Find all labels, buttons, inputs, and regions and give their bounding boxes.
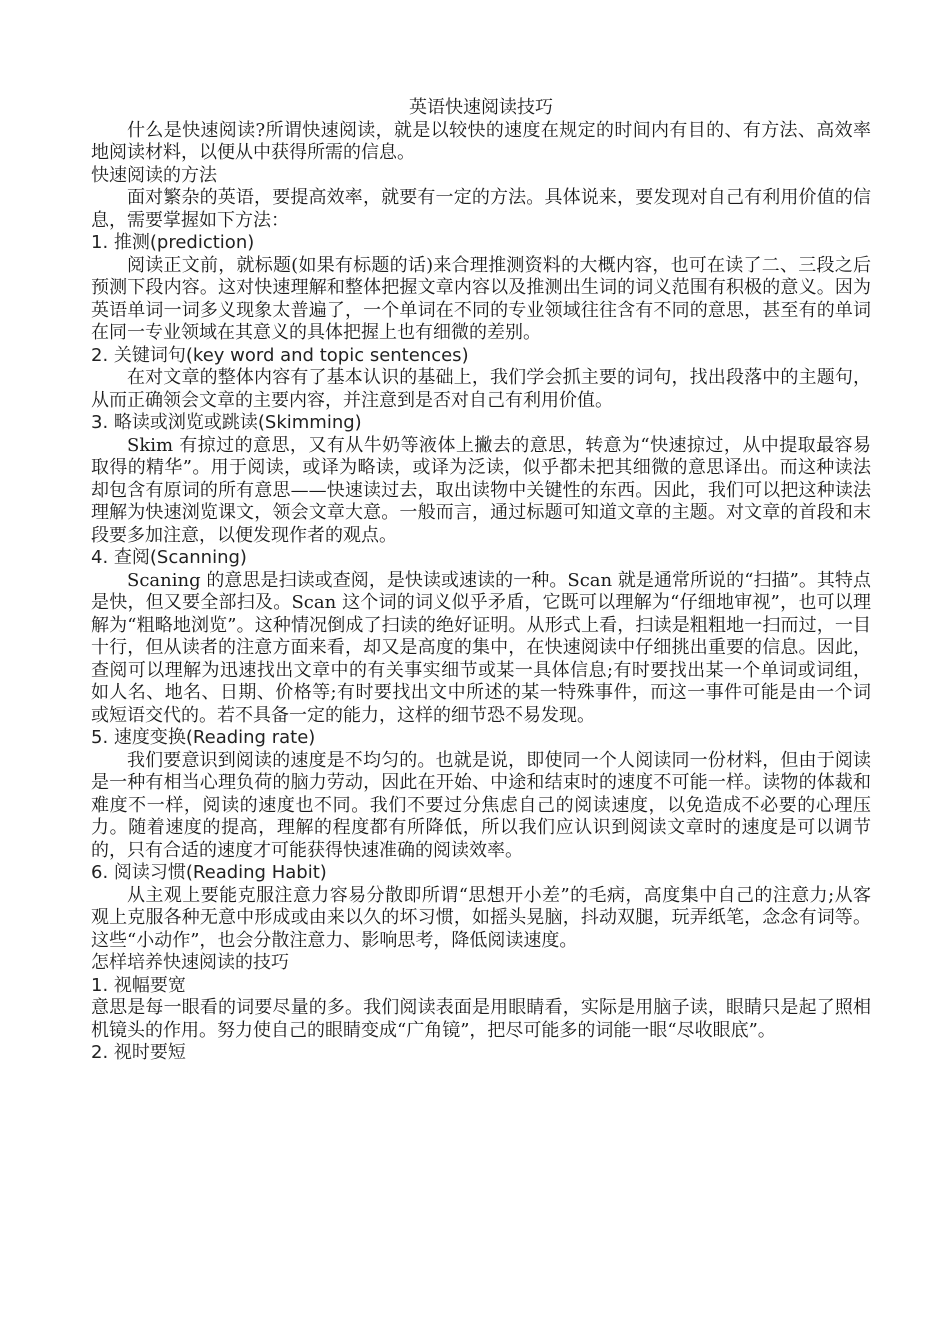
method-heading-reading-rate: 5. 速度变换(Reading rate)	[91, 727, 316, 748]
method-body-prediction: 阅读正文前，就标题(如果有标题的话)来合理推测资料的大概内容，也可在读了二、三段之后预测下段内容。这对快速理解和整体把握文章内容以及推测出生词的词义范围有积极的意义。因为英语单词一词多义现象太普遍了，一个单词在不同的专业领域往往含有不同的意思，甚至有的单词在同一专业领域在其意义的具体把握上也有细微的差别。	[91, 254, 871, 343]
methods-intro-paragraph: 面对繁杂的英语，要提高效率，就要有一定的方法。具体说来，要发现对自己有利用价值的信息，需要掌握如下方法：	[91, 187, 871, 231]
method-heading-keywords: 2. 关键词句(key word and topic sentences)	[91, 344, 469, 366]
document-page	[91, 97, 871, 1065]
skill-body-wide-view: 意思是每一眼看的词要尽量的多。我们阅读表面是用眼睛看，实际是用脑子读，眼睛只是起了照相机镜头的作用。努力使自己的眼睛变成“广角镜”，把尽可能多的词能一眼“尽收眼底”。	[91, 997, 871, 1041]
skill-heading-short-fixation: 2. 视时要短	[91, 1042, 186, 1063]
section-heading-skills: 怎样培养快速阅读的技巧	[91, 952, 289, 973]
method-body-reading-rate: 我们要意识到阅读的速度是不均匀的。也就是说，即使同一个人阅读同一份材料，但由于阅读是一种有相当心理负荷的脑力劳动，因此在开始、中途和结束时的速度不可能一样。读物的体裁和难度不一样，阅读的速度也不同。我们不要过分焦虑自己的阅读速度，以免造成不必要的心理压力。随着速度的提高，理解的程度都有所降低，所以我们应认识到阅读文章时的速度是可以调节的，只有合适的速度才可能获得快速准确的阅读效率。	[91, 749, 871, 861]
method-body-skimming: Skim 有掠过的意思，又有从牛奶等液体上撇去的意思，转意为“快速掠过，从中提取最容易取得的精华”。用于阅读，或译为略读，或译为泛读，似乎都未把其细微的意思译出。而这种读法却包含有原词的所有意思——快速读过去，取出读物中关键性的东西。因此，我们可以把这种读法理解为快速浏览课文，领会文章大意。一般而言，通过标题可知道文章的主题。对文章的首段和末段要多加注意，以便发现作者的观点。	[91, 434, 871, 546]
skill-heading-wide-view: 1. 视幅要宽	[91, 974, 186, 996]
method-heading-skimming: 3. 略读或浏览或跳读(Skimming)	[91, 412, 362, 433]
method-heading-prediction: 1. 推测(prediction)	[91, 232, 255, 253]
section-heading-methods: 快速阅读的方法	[91, 164, 217, 186]
method-body-reading-habit: 从主观上要能克服注意力容易分散即所谓“思想开小差”的毛病，高度集中自己的注意力;从客观上克服各种无意中形成或由来以久的坏习惯，如摇头晃脑，抖动双腿，玩弄纸笔，念念有词等。这些“小动作”，也会分散注意力、影响思考，降低阅读速度。	[91, 884, 871, 951]
intro-paragraph: 什么是快速阅读?所谓快速阅读，就是以较快的速度在规定的时间内有目的、有方法、高效率地阅读材料，以便从中获得所需的信息。	[91, 119, 871, 163]
method-heading-scanning: 4. 查阅(Scanning)	[91, 547, 247, 568]
method-body-scanning: Scaning 的意思是扫读或查阅，是快读或速读的一种。Scan 就是通常所说的“扫描”。其特点是快，但又要全部扫及。Scan 这个词的词义似乎矛盾，它既可以理解为“仔细地审视”，也可以理解为“粗略地浏览”。这种情况倒成了扫读的绝好证明。从形式上看，扫读是粗粗地一扫而过，一目十行，但从读者的注意方面来看，却又是高度的集中，在快速阅读中仔细挑出重要的信息。因此，查阅可以理解为迅速找出文章中的有关事实细节或某一具体信息;有时要找出某一个单词或词组，如人名、地名、日期、价格等;有时要找出文中所述的某一特殊事件，而这一事件可能是由一个词或短语交代的。若不具备一定的能力，这样的细节恐不易发现。	[91, 569, 871, 726]
method-heading-reading-habit: 6. 阅读习惯(Reading Habit)	[91, 862, 327, 883]
method-body-keywords: 在对文章的整体内容有了基本认识的基础上，我们学会抓主要的词句，找出段落中的主题句，从而正确领会文章的主要内容，并注意到是否对自己有利用价值。	[91, 367, 871, 411]
document-title: 英语快速阅读技巧	[409, 97, 553, 118]
